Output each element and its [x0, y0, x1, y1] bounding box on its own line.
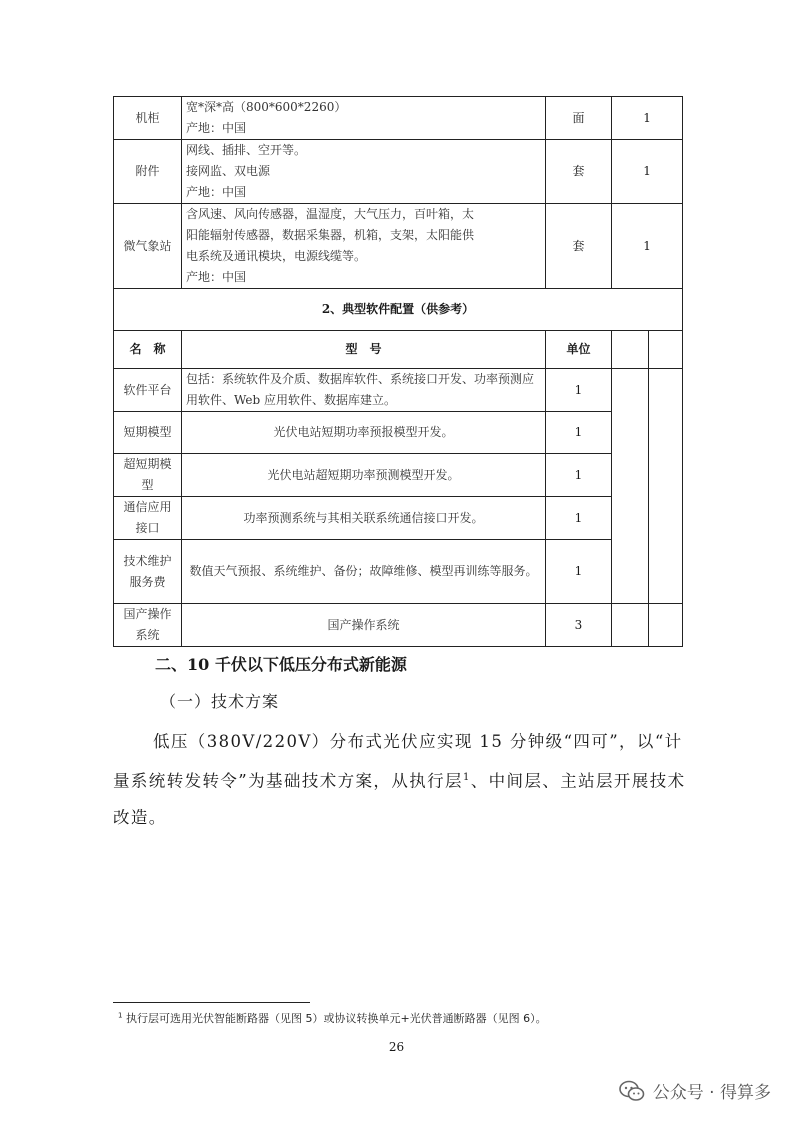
hardware-qty: 1 — [612, 204, 683, 289]
desc-line: 阳能辐射传感器，数据采集器，机箱，支架，太阳能供 — [186, 228, 475, 242]
software-row — [114, 497, 683, 540]
desc-line: 产地：中国 — [186, 270, 247, 284]
watermark-text: 公众号 · 得算多 — [652, 1083, 771, 1103]
footnote-ref: 1 — [462, 772, 471, 783]
watermark — [619, 1078, 771, 1103]
paragraph-text: 低压（380V/220V）分布式光伏应实现 15 分钟级“四可”，以“计量系统转发转令”为基础技术方案，从执行层 — [113, 732, 683, 791]
software-row — [114, 369, 683, 412]
software-model: 光伏电站短期功率预报模型开发。 — [182, 412, 546, 454]
header-model: 型 号 — [182, 331, 546, 369]
software-name: 短期模型 — [114, 412, 182, 454]
blank-cell — [649, 604, 683, 647]
hardware-unit: 套 — [546, 204, 612, 289]
software-model: 包括：系统软件及介质、数据库软件、系统接口开发、功率预测应用软件、Web 应用软件、数据库建立。 — [182, 369, 546, 412]
paragraph-text: 、中间层、主站层开展技术改造。 — [113, 771, 686, 827]
section-heading: 二、10 千伏以下低压分布式新能源 — [155, 655, 407, 674]
header-name: 名 称 — [114, 331, 182, 369]
blank-cell — [649, 369, 683, 604]
desc-line: 含风速、风向传感器，温湿度，大气压力，百叶箱，太 — [186, 207, 475, 221]
desc-line: 电系统及通讯模块，电源线缆等。 — [186, 249, 367, 263]
software-name: 通信应用接口 — [114, 497, 182, 540]
software-unit: 1 — [546, 497, 612, 540]
subsection-heading: （一）技术方案 — [160, 692, 280, 711]
software-section-title: 2、典型软件配置（供参考） — [114, 289, 683, 331]
header-blank — [649, 331, 683, 369]
software-name: 国产操作系统 — [114, 604, 182, 647]
software-unit: 1 — [546, 540, 612, 604]
software-unit: 3 — [546, 604, 612, 647]
header-blank — [612, 331, 649, 369]
hardware-name: 微气象站 — [114, 204, 182, 289]
software-unit: 1 — [546, 454, 612, 497]
software-row — [114, 540, 683, 604]
footnote-divider — [113, 1002, 310, 1003]
hardware-row — [114, 97, 683, 140]
software-model: 国产操作系统 — [182, 604, 546, 647]
software-unit: 1 — [546, 412, 612, 454]
software-name: 软件平台 — [114, 369, 182, 412]
software-header-row — [114, 331, 683, 369]
footnote-mark: 1 — [118, 1011, 123, 1020]
desc-line: 网线、插排、空开等。 — [186, 143, 307, 157]
footnote — [118, 1010, 547, 1026]
hardware-qty: 1 — [612, 140, 683, 204]
blank-cell — [612, 604, 649, 647]
software-model: 数值天气预报、系统维护、备份；故障维修、模型再训练等服务。 — [182, 540, 546, 604]
body-paragraph — [113, 724, 688, 836]
footnote-text: 执行层可选用光伏智能断路器（见图 5）或协议转换单元+光伏普通断路器（见图 6）。 — [125, 1012, 547, 1025]
hardware-name: 机柜 — [114, 97, 182, 140]
desc-line: 产地：中国 — [186, 121, 247, 135]
equipment-table — [113, 96, 683, 647]
software-name: 技术维护服务费 — [114, 540, 182, 604]
desc-line: 接网监、双电源 — [186, 164, 271, 178]
hardware-name: 附件 — [114, 140, 182, 204]
desc-line: 产地：中国 — [186, 185, 247, 199]
hardware-unit: 面 — [546, 97, 612, 140]
hardware-qty: 1 — [612, 97, 683, 140]
wechat-icon — [619, 1080, 645, 1102]
hardware-row — [114, 140, 683, 204]
software-model: 光伏电站超短期功率预测模型开发。 — [182, 454, 546, 497]
hardware-desc — [182, 204, 546, 289]
software-model: 功率预测系统与其相关联系统通信接口开发。 — [182, 497, 546, 540]
software-row — [114, 454, 683, 497]
software-name: 超短期模型 — [114, 454, 182, 497]
desc-line: 宽*深*高（800*600*2260） — [186, 100, 347, 114]
software-row — [114, 412, 683, 454]
hardware-unit: 套 — [546, 140, 612, 204]
hardware-desc — [182, 97, 546, 140]
hardware-row — [114, 204, 683, 289]
page-number: 26 — [388, 1040, 405, 1054]
header-unit: 单位 — [546, 331, 612, 369]
blank-cell — [612, 369, 649, 604]
hardware-desc — [182, 140, 546, 204]
software-unit: 1 — [546, 369, 612, 412]
software-row — [114, 604, 683, 647]
